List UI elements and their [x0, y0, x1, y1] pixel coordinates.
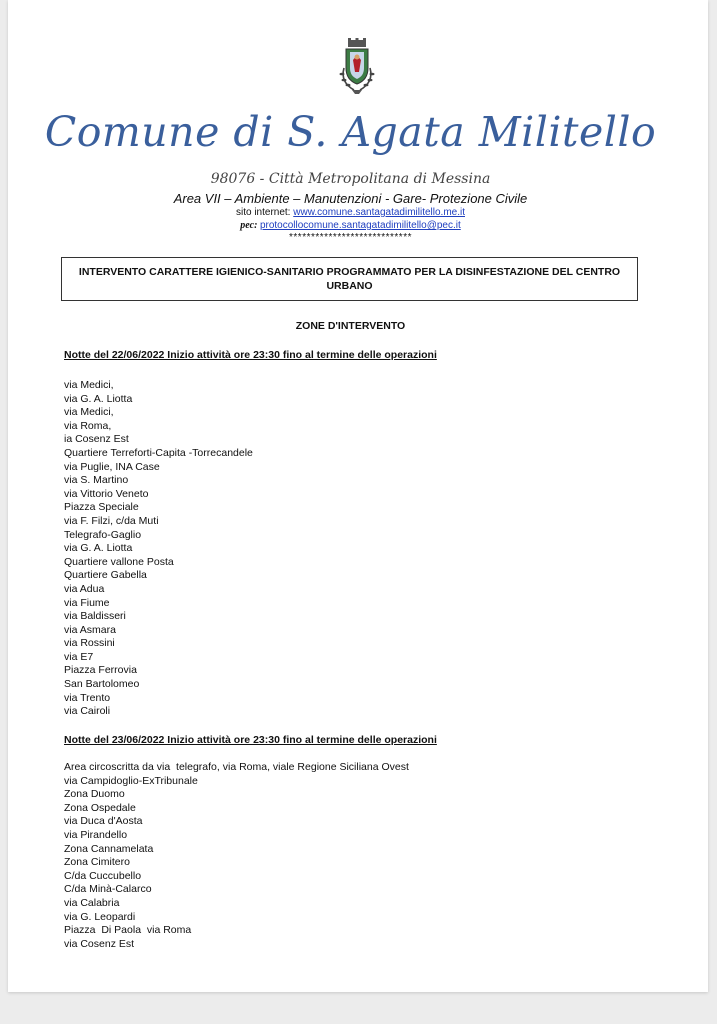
street-item: Piazza Di Paola via Roma — [64, 924, 192, 937]
street-item: via Fiume — [64, 596, 110, 609]
street-item: via G. Leopardi — [64, 910, 136, 923]
street-item: via Medici, — [64, 406, 114, 419]
night-1-street-list — [64, 379, 253, 719]
night-1-heading: Notte del 22/06/2022 Inizio attività ore 23:30 fino al termine delle operazioni — [64, 349, 437, 361]
pec-label: pec: — [240, 220, 260, 231]
street-item: via Rossini — [64, 637, 115, 650]
website-label: sito internet: — [235, 207, 294, 218]
website-link[interactable]: www.comune.santagatadimilitello.me.it — [293, 207, 465, 218]
street-item: via Duca d'Aosta — [64, 815, 143, 828]
zones-heading: ZONE D'INTERVENTO — [295, 320, 406, 332]
street-item: via Medici, — [64, 379, 114, 391]
street-item: via Adua — [64, 582, 105, 595]
street-item: Zona Cannamelata — [64, 842, 154, 855]
notice-title: INTERVENTO CARATTERE IGIENICO-SANITARIO PROGRAMMATO PER LA DISINFESTAZIONE DEL CENTRO URBANO — [78, 266, 621, 292]
notice-box — [61, 257, 638, 301]
street-item: Area circoscritta da via telegrafo, via Roma, viale Regione Siciliana Ovest — [64, 761, 409, 773]
department-area: Area VII – Ambiente – Manutenzioni - Gare- Protezione Civile — [173, 191, 528, 206]
street-item: Piazza Speciale — [64, 501, 139, 514]
night-2-street-list — [64, 761, 409, 951]
street-item: Quartiere vallone Posta — [64, 555, 174, 568]
street-item: via G. A. Liotta — [64, 392, 133, 405]
street-item: via Cairoli — [64, 705, 111, 718]
street-item: via Cosenz Est — [64, 937, 135, 950]
street-item: via Baldisseri — [64, 610, 126, 623]
street-item: Quartiere Gabella — [64, 569, 147, 582]
municipality-subtitle: 98076 - Città Metropolitana di Messina — [210, 171, 491, 187]
street-item: C/da Minà-Calarco — [64, 883, 152, 896]
night-2-heading: Notte del 23/06/2022 Inizio attività ore 23:30 fino al termine delle operazioni — [64, 734, 437, 746]
street-item: via Asmara — [64, 623, 116, 636]
street-item: San Bartolomeo — [64, 678, 140, 691]
street-item: via Trento — [64, 691, 111, 704]
street-item: via F. Filzi, c/da Muti — [64, 514, 159, 527]
street-item: C/da Cuccubello — [64, 869, 142, 882]
street-item: via Campidoglio-ExTribunale — [64, 774, 198, 787]
street-item: via Roma, — [64, 419, 112, 432]
street-item: Quartiere Terreforti-Capita -Torrecandele — [64, 446, 253, 459]
street-item: Zona Duomo — [64, 788, 125, 801]
separator-stars: **************************** — [289, 232, 412, 243]
street-item: Piazza Ferrovia — [64, 664, 137, 677]
street-item: via E7 — [64, 650, 94, 663]
street-item: Zona Ospedale — [64, 801, 136, 814]
coat-of-arms-icon — [332, 38, 382, 100]
pec-line — [0, 220, 709, 231]
street-item: ia Cosenz Est — [64, 433, 129, 446]
pec-email-link[interactable]: protocollocomune.santagatadimilitello@pec.it — [259, 220, 461, 231]
street-item: via S. Martino — [64, 474, 129, 487]
street-item: Telegrafo-Gaglio — [64, 528, 142, 541]
street-item: via Calabria — [64, 896, 120, 909]
street-item: via G. A. Liotta — [64, 542, 133, 555]
municipality-title: Comune di S. Agata Militello — [44, 108, 657, 156]
website-line — [0, 207, 709, 218]
street-item: via Pirandello — [64, 828, 128, 841]
street-item: via Vittorio Veneto — [64, 487, 149, 500]
street-item: via Puglie, INA Case — [64, 460, 160, 473]
street-item: Zona Cimitero — [64, 856, 130, 869]
